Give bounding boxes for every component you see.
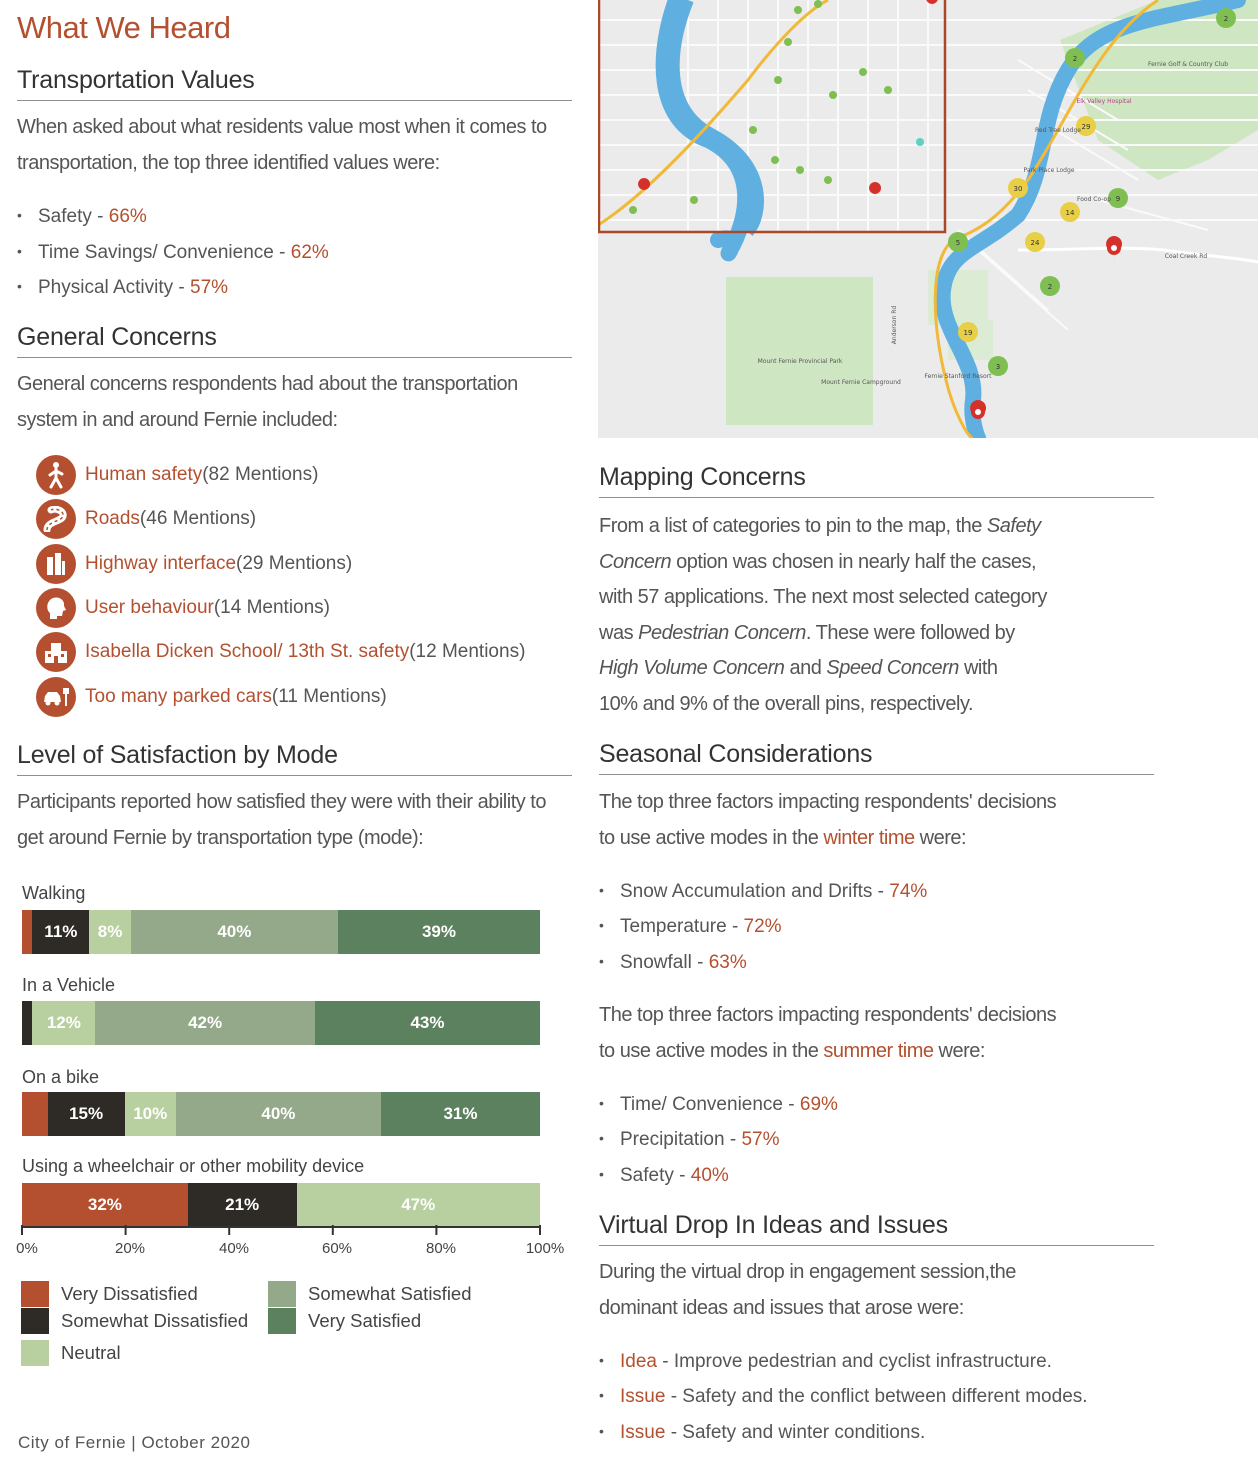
category-label: Walking — [22, 883, 86, 903]
x-tick-label: 100% — [525, 1240, 565, 1257]
category-label: In a Vehicle — [22, 975, 116, 995]
bar-vehicle — [22, 1001, 540, 1045]
svg-text:Mount Fernie Provincial Park: Mount Fernie Provincial Park — [757, 358, 843, 365]
very-satisfied-segment: 43% — [315, 1001, 540, 1045]
footer-text: City of Fernie | October 2020 — [18, 1433, 251, 1452]
very-dissatisfied-segment — [22, 1092, 48, 1136]
svg-text:9: 9 — [1115, 195, 1121, 203]
svg-text:Food Co-op: Food Co-op — [1076, 196, 1112, 203]
summer-intro: The top three factors impacting respondents' decisions to use active modes in the summer time were: — [599, 1004, 1057, 1062]
concerns-map[interactable] — [598, 0, 1258, 438]
svg-text:30: 30 — [1013, 185, 1023, 193]
transportation-values-intro: When asked about what residents value most when it comes to transportation, the top three identified values were: — [17, 116, 547, 174]
legend-swatch — [268, 1308, 296, 1334]
svg-text:Coal Creek Rd: Coal Creek Rd — [1164, 253, 1208, 260]
divider — [17, 357, 572, 358]
concern-item: Roads (46 Mentions) — [36, 499, 256, 539]
road-icon — [36, 499, 76, 539]
x-tick-label: 0% — [16, 1240, 38, 1257]
parked-car-icon — [36, 677, 76, 717]
legend-item: Very Satisfied — [268, 1308, 421, 1334]
svg-text:3: 3 — [995, 363, 1001, 371]
concern-item: Isabella Dicken School/ 13th St. safety (12 Mentions) — [36, 632, 525, 672]
concern-item: User behaviour (14 Mentions) — [36, 588, 330, 628]
svg-text:24: 24 — [1030, 239, 1040, 247]
virtual-drop-in-heading: Virtual Drop In Ideas and Issues — [599, 1211, 948, 1239]
legend-item: Somewhat Satisfied — [268, 1281, 472, 1307]
svg-text:Fernie Stanford Resort: Fernie Stanford Resort — [924, 373, 992, 380]
divider — [599, 497, 1154, 498]
school-icon — [36, 632, 76, 672]
divider — [17, 775, 572, 776]
x-axis — [20, 1224, 544, 1240]
transportation-values-heading: Transportation Values — [17, 66, 255, 94]
legend-swatch — [21, 1281, 49, 1307]
svg-text:5: 5 — [955, 239, 961, 247]
somewhat-dissatisfied-segment — [22, 1001, 32, 1045]
concern-item: Highway interface (29 Mentions) — [36, 544, 352, 584]
svg-text:Fernie Golf & Country Club: Fernie Golf & Country Club — [1147, 61, 1229, 68]
legend-swatch — [21, 1308, 49, 1334]
svg-text:Mount Fernie Campground: Mount Fernie Campground — [821, 379, 901, 386]
somewhat-satisfied-segment: 40% — [131, 910, 338, 954]
divider — [599, 774, 1154, 775]
summer-factor: • Precipitation - 57% — [599, 1129, 780, 1150]
svg-text:Park Place Lodge: Park Place Lodge — [1023, 167, 1075, 174]
neutral-segment: 12% — [32, 1001, 95, 1045]
divider — [599, 1245, 1154, 1246]
drop-in-item: • Idea - Improve pedestrian and cyclist infrastructure. — [599, 1351, 1052, 1372]
summer-factor: • Safety - 40% — [599, 1165, 729, 1186]
value-item: • Physical Activity - 57% — [17, 277, 229, 298]
category-label: On a bike — [22, 1067, 100, 1087]
svg-text:2: 2 — [1223, 15, 1229, 23]
svg-text:19: 19 — [963, 329, 973, 337]
somewhat-satisfied-segment: 42% — [95, 1001, 315, 1045]
x-tick-label: 80% — [425, 1240, 457, 1257]
somewhat-satisfied-segment: 40% — [176, 1092, 381, 1136]
mapping-concerns-heading: Mapping Concerns — [599, 463, 806, 491]
value-item: • Time Savings/ Convenience - 62% — [17, 242, 329, 263]
general-concerns-heading: General Concerns — [17, 323, 217, 351]
drop-in-item: • Issue - Safety and winter conditions. — [599, 1422, 926, 1443]
very-satisfied-segment: 39% — [338, 910, 540, 954]
svg-text:29: 29 — [1081, 123, 1091, 131]
satisfaction-heading: Level of Satisfaction by Mode — [17, 741, 338, 769]
mapping-concerns-text: From a list of categories to pin to the map, the Safety Concern option was chosen in nearly half the cases, with 57 applications. The next most selected category was Pedestrian Concern. These were followed by High Volume Concern and Speed Concern with 10% and 9% of the overall pins, respectively. — [599, 515, 1047, 715]
legend-item: Neutral — [21, 1340, 121, 1366]
svg-text:Red Tree Lodge: Red Tree Lodge — [1035, 127, 1081, 134]
very-satisfied-segment: 31% — [381, 1092, 540, 1136]
legend-swatch — [21, 1340, 49, 1366]
category-label: Using a wheelchair or other mobility device — [22, 1156, 365, 1176]
neutral-segment: 47% — [297, 1183, 540, 1227]
legend-swatch — [268, 1281, 296, 1307]
map-canvas — [598, 0, 1258, 438]
x-tick-label: 20% — [114, 1240, 146, 1257]
page-title: What We Heard — [17, 10, 231, 45]
winter-factor: • Snow Accumulation and Drifts - 74% — [599, 881, 928, 902]
winter-factor: • Snowfall - 63% — [599, 952, 747, 973]
summer-factor: • Time/ Convenience - 69% — [599, 1094, 838, 1115]
neutral-segment: 8% — [89, 910, 130, 954]
pedestrian-icon — [36, 455, 76, 495]
svg-text:14: 14 — [1065, 209, 1075, 217]
general-concerns-intro: General concerns respondents had about the transportation system in and around Fernie included: — [17, 373, 518, 431]
bar-bike — [22, 1092, 540, 1136]
x-tick-label: 60% — [321, 1240, 353, 1257]
somewhat-dissatisfied-segment: 11% — [32, 910, 89, 954]
concern-item: Human safety (82 Mentions) — [36, 455, 318, 495]
svg-text:Anderson Rd: Anderson Rd — [891, 305, 898, 345]
value-item: • Safety - 66% — [17, 206, 147, 227]
satisfaction-intro: Participants reported how satisfied they were with their ability to get around Fernie by transportation type (mode): — [17, 791, 546, 849]
drop-in-item: • Issue - Safety and the conflict between different modes. — [599, 1386, 1088, 1407]
virtual-drop-in-intro: During the virtual drop in engagement session,the dominant ideas and issues that arose were: — [599, 1261, 1016, 1319]
svg-text:2: 2 — [1072, 55, 1078, 63]
user-head-icon — [36, 588, 76, 628]
svg-text:2: 2 — [1047, 283, 1053, 291]
neutral-segment: 10% — [125, 1092, 176, 1136]
winter-intro: The top three factors impacting respondents' decisions to use active modes in the winter time were: — [599, 791, 1057, 849]
x-tick-label: 40% — [218, 1240, 250, 1257]
bar-walking — [22, 910, 540, 954]
divider — [17, 100, 572, 101]
very-dissatisfied-segment — [22, 910, 32, 954]
very-dissatisfied-segment: 32% — [22, 1183, 188, 1227]
winter-factor: • Temperature - 72% — [599, 916, 782, 937]
bar-wheelchair — [22, 1183, 540, 1227]
seasonal-heading: Seasonal Considerations — [599, 740, 873, 768]
somewhat-dissatisfied-segment: 15% — [48, 1092, 125, 1136]
legend-item: Very Dissatisfied — [21, 1281, 198, 1307]
highway-icon — [36, 544, 76, 584]
svg-text:Elk Valley Hospital: Elk Valley Hospital — [1076, 98, 1132, 105]
concern-item: Too many parked cars (11 Mentions) — [36, 677, 387, 717]
legend-item: Somewhat Dissatisfied — [21, 1308, 248, 1334]
somewhat-dissatisfied-segment: 21% — [188, 1183, 297, 1227]
